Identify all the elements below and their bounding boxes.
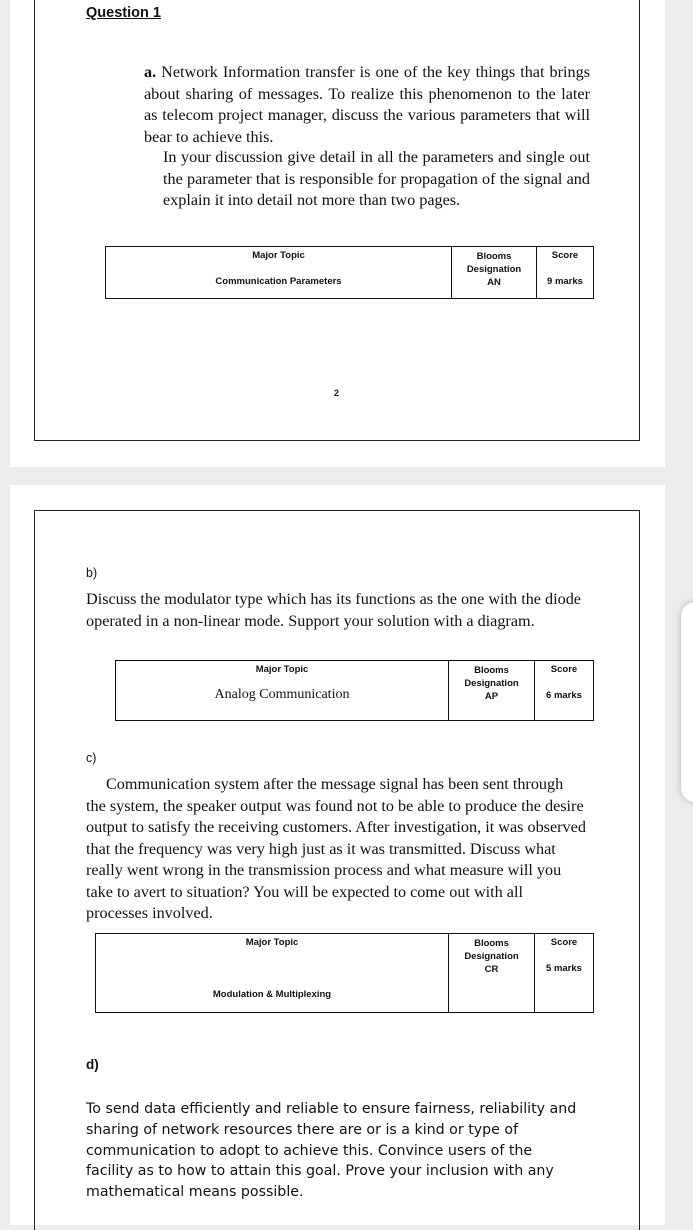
part-c-text: Communication system after the message signal has been sent through the system, the speaker output was found not to be able to produce the desire output to satisfy the receiving customers. After investigation, it was observed that the frequency was very high just as it was transmitted. Discuss what really went wrong in the transmission process and what measure will you take to avert to situation? You will be expected to come out with all processes involved. bbox=[86, 775, 586, 922]
side-panel-tab[interactable] bbox=[681, 602, 693, 802]
major-topic-cell bbox=[116, 661, 449, 721]
score-value: 9 marks bbox=[547, 276, 583, 287]
major-topic-value: Modulation & Multiplexing bbox=[212, 989, 332, 1000]
document-page-2 bbox=[10, 485, 665, 1225]
blooms-value: AN bbox=[487, 277, 501, 288]
score-cell bbox=[535, 661, 594, 721]
part-a-label: a. bbox=[144, 63, 157, 81]
major-topic-header: Major Topic bbox=[245, 937, 299, 948]
score-value: 6 marks bbox=[546, 690, 582, 701]
major-topic-header: Major Topic bbox=[252, 250, 305, 261]
score-value: 5 marks bbox=[546, 963, 582, 974]
blooms-value: AP bbox=[484, 691, 499, 702]
score-header: Score bbox=[550, 937, 578, 948]
major-topic-cell bbox=[96, 934, 449, 1013]
major-topic-value: Communication Parameters bbox=[215, 276, 342, 287]
major-topic-cell bbox=[106, 247, 452, 299]
score-cell bbox=[535, 934, 594, 1013]
part-a-main-body: Network Information transfer is one of the key things that brings about sharing of messages. To realize this phenomenon to the later as telecom project manager, discuss the various parameters that will bear to achieve this. bbox=[144, 63, 590, 146]
blooms-cell bbox=[452, 247, 537, 299]
blooms-header: Blooms Designation bbox=[464, 938, 519, 962]
part-d-label: d) bbox=[86, 1057, 99, 1072]
score-header: Score bbox=[551, 250, 579, 261]
blooms-value: CR bbox=[484, 964, 499, 975]
major-topic-header: Major Topic bbox=[255, 664, 309, 675]
part-c-label: c) bbox=[86, 751, 97, 765]
blooms-cell bbox=[449, 661, 535, 721]
part-b-text: Discuss the modulator type which has its functions as the one with the diode operated in a non-linear mode. Support your solution with a diagram. bbox=[86, 590, 581, 630]
part-b-spec-table bbox=[115, 660, 594, 721]
page-number: 2 bbox=[334, 388, 340, 398]
part-b-label: b) bbox=[86, 566, 98, 580]
part-a-sub-text: In your discussion give detail in all the parameters and single out the parameter that is responsible for propagation of the signal and explain it into detail not more than two pages. bbox=[163, 148, 590, 209]
major-topic-value: Analog Communication bbox=[214, 687, 350, 702]
part-a-main-text bbox=[144, 62, 590, 148]
part-d-text: To send data efficiently and reliable to ensure fairness, reliability and sharing of network resources there are or is a kind or type of communication to adopt to achieve this. Convince users of the facility as to how to attain this goal. Prove your inclusion with any mathematical means possible. bbox=[86, 1101, 577, 1201]
part-a-spec-table bbox=[105, 246, 594, 299]
score-header: Score bbox=[550, 664, 578, 675]
blooms-header: Blooms Designation bbox=[466, 251, 522, 275]
score-cell bbox=[537, 247, 594, 299]
part-c-spec-table bbox=[95, 933, 594, 1013]
blooms-cell bbox=[449, 934, 535, 1013]
question-title: Question 1 bbox=[86, 5, 161, 21]
blooms-header: Blooms Designation bbox=[464, 665, 519, 689]
document-page-1 bbox=[10, 0, 665, 467]
